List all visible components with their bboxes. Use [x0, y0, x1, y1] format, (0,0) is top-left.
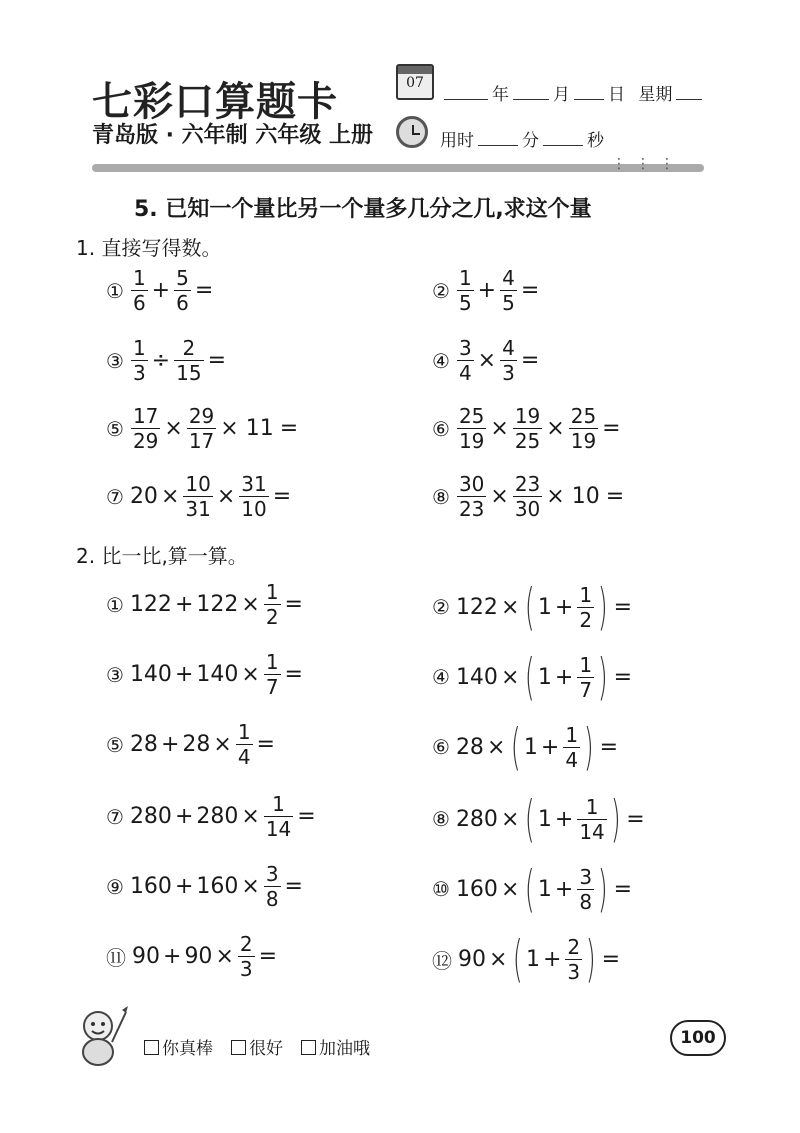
right-paren: )	[597, 578, 608, 636]
times-sign: ×	[241, 662, 260, 687]
times-sign: ×	[486, 734, 506, 760]
problem-item	[432, 578, 635, 636]
one: 1	[525, 946, 540, 972]
equals-sign: =	[207, 348, 226, 373]
problem-number: ⑦	[106, 804, 124, 829]
month-label: 月	[553, 85, 570, 105]
plus-sign: +	[554, 806, 574, 832]
base-number: 90	[184, 944, 213, 969]
fraction	[578, 794, 605, 844]
operator: ×	[216, 484, 236, 509]
fraction	[458, 406, 485, 451]
numerator: 17	[132, 404, 159, 428]
page-number: 100	[670, 1020, 726, 1056]
operator: +	[151, 278, 171, 303]
equals-sign: =	[297, 804, 316, 829]
times-sign: ×	[500, 806, 520, 832]
left-paren: (	[525, 860, 536, 918]
problem-number: ⑪	[106, 946, 126, 970]
clock-icon	[396, 116, 428, 148]
base-number: 140	[196, 662, 239, 687]
plus-sign: +	[554, 594, 574, 620]
denominator: 4	[237, 745, 251, 769]
denominator: 2	[265, 605, 279, 629]
equals-sign: =	[284, 592, 303, 617]
fraction	[578, 652, 593, 702]
fraction	[566, 934, 581, 984]
problem-number: ③	[106, 348, 124, 373]
plus-sign: +	[174, 662, 194, 687]
equals-sign: =	[279, 416, 299, 441]
denominator: 29	[132, 429, 159, 453]
one: 1	[537, 876, 552, 902]
denominator: 7	[265, 675, 279, 699]
rating-option-great[interactable]: 你真棒	[144, 1034, 213, 1059]
problem-item	[106, 794, 319, 839]
denominator: 25	[514, 429, 541, 453]
times-sign: ×	[213, 732, 232, 757]
fraction	[184, 474, 211, 519]
section-1-title: 1. 直接写得数。	[76, 236, 222, 260]
date-fill-line	[440, 80, 706, 105]
numerator: 10	[185, 472, 211, 496]
operator: ×	[546, 416, 565, 441]
numerator: 2	[182, 336, 196, 360]
time-used-label: 用时	[440, 131, 474, 151]
problem-number: ①	[106, 278, 124, 303]
problem-item	[106, 582, 306, 627]
fraction	[132, 268, 147, 313]
fraction	[188, 406, 215, 451]
numerator: 1	[585, 794, 599, 819]
problem-number: ⑤	[106, 732, 124, 757]
day-label: 日	[608, 85, 625, 105]
denominator: 4	[565, 747, 579, 772]
problem-number: ②	[432, 278, 450, 303]
problem-number: ⑩	[432, 877, 450, 901]
problem-item	[432, 860, 635, 918]
problem-number: ④	[432, 348, 450, 373]
problem-number: ⑫	[432, 948, 452, 973]
fraction	[514, 474, 541, 519]
fraction	[501, 268, 516, 313]
problem-number: ⑦	[106, 484, 124, 509]
problem-item	[432, 406, 624, 451]
fraction	[578, 864, 593, 914]
equals-sign: =	[520, 278, 540, 303]
numerator: 25	[458, 404, 485, 428]
numerator: 1	[132, 336, 146, 360]
equals-sign: =	[605, 484, 625, 509]
numerator: 1	[132, 266, 146, 290]
numerator: 19	[514, 404, 541, 428]
denominator: 5	[502, 291, 515, 315]
problem-number: ②	[432, 595, 450, 619]
problem-number: ⑨	[106, 874, 124, 899]
equals-sign: =	[272, 484, 292, 509]
denominator: 10	[241, 497, 267, 521]
equals-sign: =	[284, 662, 303, 687]
numerator: 3	[265, 862, 279, 886]
denominator: 2	[579, 607, 593, 632]
numerator: 4	[502, 266, 515, 290]
equals-sign: =	[613, 594, 633, 620]
operator: ÷	[151, 348, 171, 373]
problem-item	[106, 864, 306, 909]
base-number: 28	[129, 732, 158, 757]
fraction	[578, 582, 593, 632]
numerator: 25	[570, 404, 597, 428]
equals-sign: =	[613, 664, 633, 690]
right-paren: )	[597, 860, 608, 918]
problem-number: ⑧	[432, 484, 450, 509]
problem-item	[432, 718, 621, 776]
numerator: 23	[514, 472, 541, 496]
denominator: 3	[239, 957, 253, 981]
denominator: 7	[579, 677, 593, 702]
section-2-title: 2. 比一比,算一算。	[76, 544, 248, 568]
tail-term: × 11	[220, 416, 274, 441]
base-number: 28	[182, 732, 211, 757]
numerator: 3	[579, 864, 593, 889]
denominator: 3	[502, 361, 515, 385]
base-number: 280	[196, 804, 239, 829]
checkbox-icon[interactable]	[144, 1040, 159, 1055]
right-paren: )	[586, 930, 596, 988]
equals-sign: =	[601, 946, 621, 972]
fraction	[458, 474, 485, 519]
lesson-title: 5. 已知一个量比另一个量多几分之几,求这个量	[134, 197, 592, 222]
left-paren: (	[525, 648, 536, 706]
logo-title: 七彩口算题卡	[92, 78, 338, 125]
equals-sign: =	[194, 278, 214, 303]
problem-item	[432, 648, 635, 706]
numerator: 31	[241, 472, 267, 496]
one: 1	[537, 594, 552, 620]
denominator: 3	[567, 959, 581, 984]
checkbox-icon[interactable]	[231, 1040, 246, 1055]
plus-sign: +	[174, 874, 194, 899]
rating-option-keep-going[interactable]: 加油哦	[301, 1034, 370, 1059]
problem-number: ⑧	[432, 807, 450, 831]
right-paren: )	[583, 718, 594, 776]
self-rating	[144, 1034, 370, 1059]
denominator: 5	[458, 291, 472, 315]
calendar-icon	[396, 64, 434, 100]
equals-sign: =	[599, 734, 619, 760]
problem-number: ①	[106, 592, 124, 617]
base-number: 28	[455, 734, 484, 760]
fraction	[564, 722, 579, 772]
times-sign: ×	[241, 804, 260, 829]
base-number: 140	[455, 664, 498, 690]
operator: ×	[160, 484, 180, 509]
denominator: 14	[265, 817, 292, 841]
operator: ×	[490, 484, 509, 509]
equals-sign: =	[626, 806, 645, 832]
tail-term: × 10	[546, 484, 600, 509]
fraction	[265, 652, 280, 697]
denominator: 8	[265, 887, 279, 911]
problem-item	[106, 268, 216, 313]
fraction	[237, 722, 252, 767]
base-number: 122	[196, 592, 239, 617]
times-sign: ×	[215, 944, 234, 969]
one: 1	[523, 734, 538, 760]
fraction	[175, 268, 190, 313]
fraction	[265, 864, 280, 909]
fraction	[132, 338, 147, 383]
equals-sign: =	[284, 874, 303, 899]
fraction	[175, 338, 202, 383]
numerator: 4	[502, 336, 515, 360]
weekday-label: 星期	[638, 85, 673, 105]
numerator: 1	[272, 792, 285, 816]
fraction	[514, 406, 541, 451]
problem-item	[106, 474, 294, 519]
edition-subtitle: 青岛版 · 六年制 六年级 上册	[92, 123, 373, 148]
base-number: 140	[129, 662, 172, 687]
operator: +	[477, 278, 497, 303]
equals-sign: =	[520, 348, 540, 373]
problem-number: ⑥	[432, 735, 450, 759]
denominator: 15	[176, 361, 202, 385]
plus-sign: +	[174, 804, 194, 829]
numerator: 1	[265, 580, 279, 604]
base-number: 160	[196, 874, 239, 899]
fraction	[239, 934, 254, 979]
problem-item	[432, 474, 627, 519]
times-sign: ×	[500, 876, 520, 902]
seconds-label: 秒	[587, 131, 604, 151]
problem-item	[106, 722, 278, 767]
equals-sign: =	[256, 732, 275, 757]
numerator: 30	[458, 472, 485, 496]
mascot-illustration	[72, 1004, 134, 1068]
denominator: 17	[188, 429, 215, 453]
problem-item	[106, 652, 306, 697]
divider-ornament: ⋮⋮⋮	[612, 156, 684, 172]
numerator: 2	[567, 934, 581, 959]
fraction	[132, 406, 159, 451]
equals-sign: =	[258, 944, 278, 969]
operator: ×	[164, 416, 183, 441]
left-paren: (	[513, 930, 524, 988]
problem-item	[432, 790, 648, 848]
whole-number: 20	[129, 484, 158, 509]
denominator: 3	[132, 361, 146, 385]
fraction	[265, 794, 292, 839]
denominator: 14	[579, 819, 605, 844]
denominator: 19	[570, 429, 597, 453]
times-sign: ×	[500, 594, 520, 620]
denominator: 4	[458, 361, 472, 385]
times-sign: ×	[241, 592, 260, 617]
base-number: 90	[132, 944, 160, 969]
base-number: 160	[129, 874, 172, 899]
numerator: 1	[458, 266, 472, 290]
numerator: 29	[188, 404, 215, 428]
denominator: 31	[185, 497, 211, 521]
numerator: 2	[239, 932, 253, 956]
fraction	[240, 474, 267, 519]
fraction	[570, 406, 597, 451]
problem-number: ⑥	[432, 416, 450, 441]
time-fill-line	[440, 126, 604, 151]
denominator: 30	[514, 497, 541, 521]
problem-item	[106, 934, 280, 979]
plus-sign: +	[554, 664, 574, 690]
base-number: 122	[455, 594, 498, 620]
problem-item	[106, 338, 229, 383]
problem-item	[106, 406, 301, 451]
right-paren: )	[610, 790, 621, 848]
right-paren: )	[597, 648, 608, 706]
problem-item	[432, 338, 542, 383]
base-number: 160	[455, 876, 498, 902]
equals-sign: =	[602, 416, 621, 441]
plus-sign: +	[174, 592, 194, 617]
year-label: 年	[492, 85, 509, 105]
numerator: 1	[579, 652, 593, 677]
base-number: 90	[458, 946, 486, 972]
rating-option-good[interactable]: 很好	[231, 1034, 283, 1059]
operator: ×	[477, 348, 497, 373]
one: 1	[537, 806, 552, 832]
operator: ×	[490, 416, 509, 441]
fraction	[458, 338, 473, 383]
calendar-day: 07	[406, 75, 424, 91]
fraction	[265, 582, 280, 627]
numerator: 3	[458, 336, 472, 360]
problem-number: ④	[432, 665, 450, 689]
numerator: 5	[176, 266, 189, 290]
numerator: 1	[565, 722, 579, 747]
plus-sign: +	[554, 876, 574, 902]
denominator: 8	[579, 889, 593, 914]
denominator: 23	[458, 497, 485, 521]
base-number: 122	[129, 592, 172, 617]
denominator: 6	[176, 291, 189, 315]
times-sign: ×	[241, 874, 260, 899]
left-paren: (	[511, 718, 522, 776]
problem-item	[432, 930, 623, 988]
denominator: 6	[132, 291, 146, 315]
fraction	[458, 268, 473, 313]
problem-number: ⑤	[106, 416, 124, 441]
one: 1	[537, 664, 552, 690]
plus-sign: +	[540, 734, 560, 760]
problem-item	[432, 268, 542, 313]
plus-sign: +	[160, 732, 180, 757]
left-paren: (	[525, 578, 536, 636]
times-sign: ×	[489, 946, 508, 972]
base-number: 280	[455, 806, 498, 832]
equals-sign: =	[613, 876, 633, 902]
numerator: 1	[237, 720, 251, 744]
problem-number: ③	[106, 662, 124, 687]
checkbox-icon[interactable]	[301, 1040, 316, 1055]
denominator: 19	[458, 429, 485, 453]
left-paren: (	[525, 790, 536, 848]
times-sign: ×	[500, 664, 520, 690]
minutes-label: 分	[522, 131, 539, 151]
fraction	[501, 338, 516, 383]
base-number: 280	[129, 804, 172, 829]
numerator: 1	[579, 582, 593, 607]
plus-sign: +	[542, 946, 562, 972]
plus-sign: +	[163, 944, 182, 969]
numerator: 1	[265, 650, 279, 674]
